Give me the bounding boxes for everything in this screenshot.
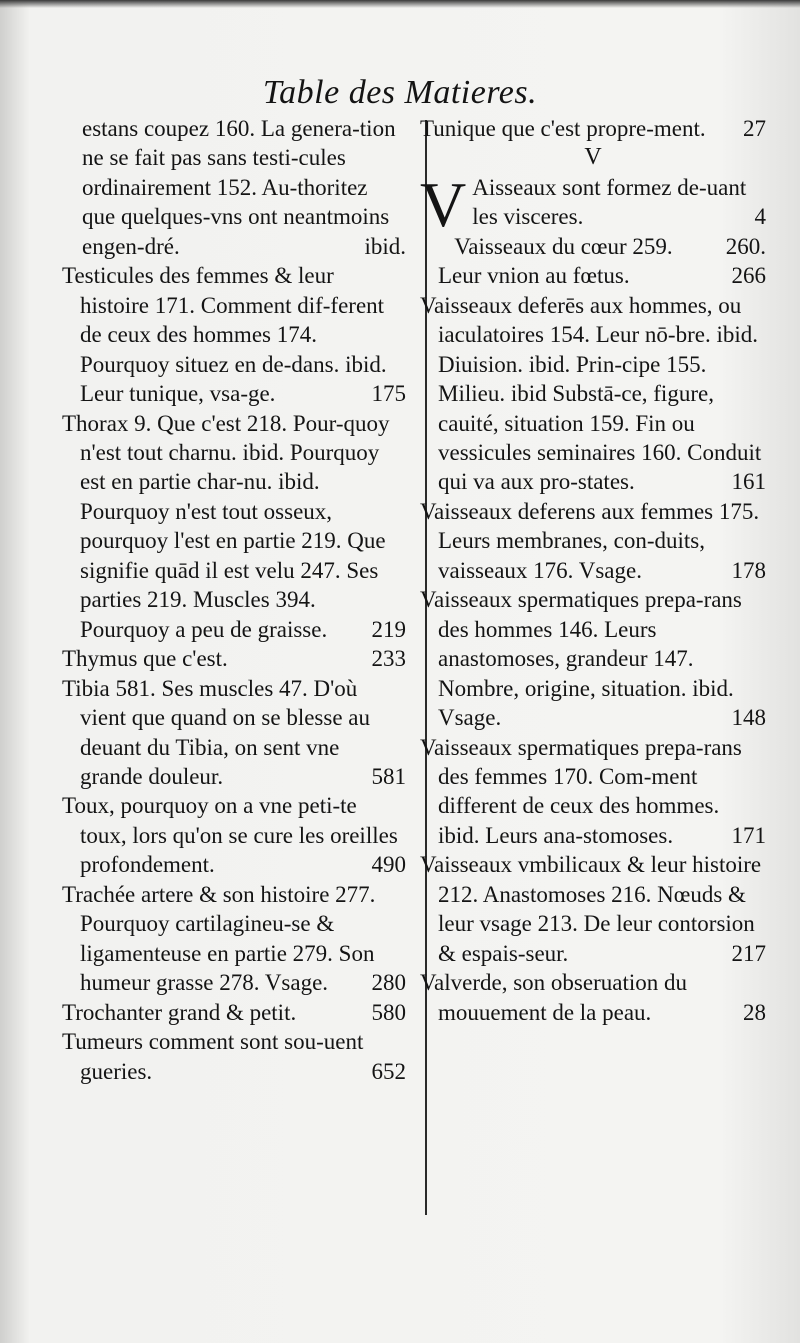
entry-text: Aisseaux sont formez de-uant les visceres. <box>472 174 747 230</box>
entry-text: Vaisseaux du cœur 259. <box>454 233 673 259</box>
page-ref: 260. <box>725 233 766 259</box>
page-ref: 27 <box>743 116 766 141</box>
entry-text: Trachée artere & son histoire 277. Pourquoy cartilagineu-se & ligamenteuse en partie 279. Son humeur grasse 278. Vsage. <box>62 881 376 996</box>
index-entry <box>420 168 766 240</box>
index-entry <box>62 998 406 1027</box>
page-ref: 175 <box>371 381 406 407</box>
section-letter-heading: V <box>584 144 602 171</box>
index-entry <box>62 674 406 792</box>
page-ref: 581 <box>371 763 406 789</box>
entry-text: Thorax 9. Que c'est 218. Pour-quoy n'est tout charnu. ibid. Pourquoy est en partie char-nu. ibid. Pourquoy n'est tout osseux, pourquoy l'est en partie 219. Que signifie quād il est velu 247. Ses parties 219. Muscles 394. Pourquoy a peu de graisse. <box>62 410 390 642</box>
index-entry <box>420 497 766 585</box>
entry-text: Vaisseaux spermatiques prepa-rans des hommes 146. Leurs anastomoses, grandeur 147. Nombre, origine, situation. ibid. Vsage. <box>420 587 742 731</box>
entry-text: Testicules des femmes & leur histoire 171. Comment dif-ferent de ceux des hommes 174. Pourquoy situez en de-dans. ibid. Leur tunique, vsa-ge. <box>62 263 387 407</box>
page-ref: 171 <box>731 822 766 848</box>
page-ref: 652 <box>371 1058 406 1084</box>
index-entry <box>420 114 766 143</box>
entry-text: Tumeurs comment sont sou-uent gueries. <box>62 1029 364 1084</box>
index-entry <box>62 261 406 408</box>
index-entry <box>62 880 406 998</box>
index-entry <box>62 791 406 879</box>
index-column-left <box>62 114 406 1086</box>
page-title: Table des Matieres. <box>262 74 538 111</box>
entry-text: Trochanter grand & petit. <box>62 999 297 1025</box>
entry-text: estans coupez 160. La genera-tion ne se fait pas sans testi-cules ordinairement 152. Au-thoritez que quelques-vns ont neantmoins engen-dré. <box>82 116 396 259</box>
entry-text: Tunique que c'est propre-ment. <box>420 116 706 141</box>
index-entry <box>420 850 766 968</box>
index-entry <box>420 585 766 732</box>
drop-initial: V <box>420 168 467 240</box>
entry-text: Vaisseaux deferens aux femmes 175. Leurs membranes, con-duits, vaisseaux 176. Vsage. <box>420 498 760 583</box>
page-ref: 233 <box>371 646 406 672</box>
page-ref: 266 <box>731 263 766 289</box>
page-ref: 161 <box>731 469 766 495</box>
entry-text: Vaisseaux spermatiques prepa-rans des femmes 170. Com-ment different de ceux des hommes. ibid. Leurs ana-stomoses. <box>420 734 742 848</box>
page-ref: 490 <box>371 852 406 878</box>
page-edge-shadow <box>0 0 800 8</box>
entry-text: Tibia 581. Ses muscles 47. D'où vient que quand on se blesse au deuant du Tibia, on sent vne grande douleur. <box>62 675 370 789</box>
page-ref: 148 <box>731 705 766 731</box>
entry-text-continued: Leur vnion au fœtus. <box>438 263 630 289</box>
entry-text: Valverde, son obseruation du mouuement de la peau. <box>420 970 687 1025</box>
index-entry <box>62 114 406 261</box>
index-entry <box>420 968 766 1027</box>
index-entry <box>62 409 406 645</box>
entry-text: Vaisseaux vmbilicaux & leur histoire 212. Anastomoses 216. Nœuds & leur vsage 213. De leur contorsion & espais-seur. <box>420 852 762 966</box>
page-ref: 217 <box>731 940 766 966</box>
page-ref: 178 <box>731 557 766 583</box>
page-ref: 280 <box>371 970 406 996</box>
index-entry <box>62 1027 406 1086</box>
page-ref: ibid. <box>364 233 406 259</box>
index-entry <box>420 291 766 497</box>
index-entry <box>62 644 406 673</box>
entry-text: Toux, pourquoy on a vne peti-te toux, lors qu'on se cure les oreilles profondement. <box>62 793 398 878</box>
page-ref: 219 <box>371 616 406 642</box>
index-column-right <box>420 114 766 1027</box>
page-ref: 4 <box>754 204 766 230</box>
index-entry <box>420 733 766 851</box>
entry-text: Thymus que c'est. <box>62 646 228 672</box>
entry-text: Vaisseaux deferēs aux hommes, ou iaculatoires 154. Leur nō-bre. ibid. Diuision. ibid. Prin-cipe 155. Milieu. ibid Substā-ce, figure, cauité, situation 159. Fin ou vessicules seminaires 160. Conduit qui va aux pro-states. <box>420 292 762 495</box>
page-ref: 28 <box>743 999 766 1025</box>
index-entry <box>420 232 766 291</box>
page-ref: 580 <box>371 999 406 1025</box>
